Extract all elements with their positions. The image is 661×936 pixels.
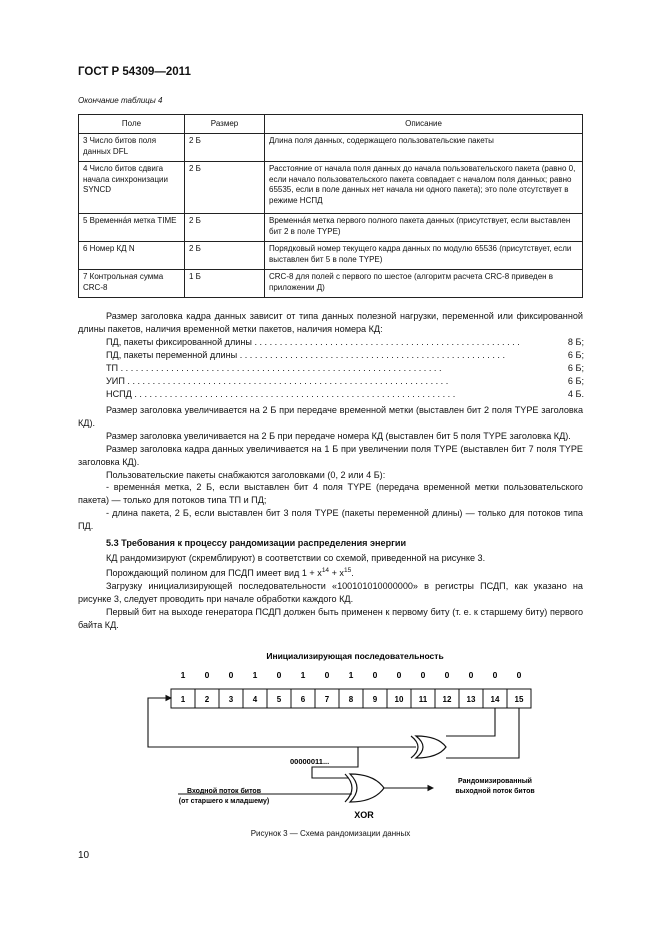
register-cell: 4 — [252, 695, 258, 704]
list-item-value: 6 Б; — [567, 363, 584, 373]
list-item-value: 6 Б; — [567, 376, 584, 386]
paragraph: - временна́я метка, 2 Б, если выставлен бит 4 поля TYPE (передача временной метки пользовательского пакета) — только для потоков типа ТП и ПД; — [78, 482, 583, 506]
init-bits-row — [181, 670, 522, 680]
paragraph: Загрузку инициализирующей последовательности «100101010000000» в регистры ПСДП, как указано на рисунке 3, следует проводить при начале обработки каждого КД. — [78, 580, 583, 604]
register-cell: 13 — [466, 695, 476, 704]
init-bit: 0 — [204, 670, 210, 680]
column-header: Описание — [265, 115, 583, 134]
register-cell: 1 — [180, 695, 186, 704]
init-bit: 1 — [252, 670, 258, 680]
table-row — [79, 134, 583, 162]
document-standard-header: ГОСТ Р 54309—2011 — [78, 66, 191, 78]
register-cell: 12 — [442, 695, 452, 704]
table-cell: 3 Число битов поля данных DFL — [79, 134, 185, 162]
table-header-row — [79, 115, 583, 134]
init-bit: 0 — [420, 670, 426, 680]
init-bit: 0 — [324, 670, 330, 680]
sequence-label: 00000011... — [290, 757, 330, 766]
paragraph: Размер заголовка кадра данных увеличивается на 1 Б при увеличении поля TYPE (выставлен бит 7 поля TYPE заголовка КД). — [78, 443, 583, 467]
table-cell: 6 Номер КД N — [79, 242, 185, 270]
register-cell: 7 — [324, 695, 330, 704]
init-bit: 0 — [276, 670, 282, 680]
paragraph: Первый бит на выходе генератора ПСДП должен быть применен к первому биту (т. е. к старшему биту) первого байта КД. — [78, 606, 583, 630]
page-number: 10 — [78, 850, 90, 861]
list-item-value: 4 Б. — [567, 389, 584, 399]
register-cell: 6 — [300, 695, 306, 704]
register-cell: 14 — [490, 695, 500, 704]
table-cell: 2 Б — [185, 162, 265, 214]
init-bit: 1 — [348, 670, 354, 680]
table-cell: 4 Число битов сдвига начала синхронизации SYNCD — [79, 162, 185, 214]
init-bit: 0 — [444, 670, 450, 680]
register-cell: 10 — [394, 695, 404, 704]
xor-gate-output — [345, 774, 384, 802]
list-item: ПД, пакеты переменной длины . . . . . . . . . . . . . . . . . . . . . . . . . . . . . . . . . . . . . . . . . . . . . . . . . . . . . 6 Б; — [106, 350, 584, 360]
table-cell: Порядковый номер текущего кадра данных по модулю 65536 (присутствует, если выставлен бит 5 в поле TYPE) — [265, 242, 583, 270]
table-cell: Расстояние от начала поля данных до начала пользовательского пакета (равно 0, если начало пользовательского пакета совпадает с началом поля данных; равно 65535, если в поле данных нет начала ни одного пакета); это поле отсутствует в режиме НСПД — [265, 162, 583, 214]
table-cell: CRC-8 для полей с первого по шестое (алгоритм расчета CRC-8 приведен в приложении Д) — [265, 270, 583, 298]
table-cell: 2 Б — [185, 242, 265, 270]
input-stream-label: Входной поток битов — [187, 788, 261, 795]
output-stream-sublabel: выходной поток битов — [455, 788, 535, 795]
list-item: ТП . . . . . . . . . . . . . . . . . . . . . . . . . . . . . . . . . . . . . . . . . . . . . . . . . . . . . . . . . . . . . . . . 6 Б; — [106, 363, 584, 373]
register-cell: 2 — [204, 695, 210, 704]
randomization-diagram — [140, 652, 560, 824]
figure-title: Инициализирующая последовательность — [266, 652, 444, 661]
output-stream-label: Рандомизированный — [458, 778, 532, 785]
list-item-label: ПД, пакеты переменной длины — [106, 350, 238, 360]
table-caption: Окончание таблицы 4 — [78, 96, 163, 105]
fields-table — [78, 114, 583, 298]
register-cell: 5 — [276, 695, 282, 704]
register-cells — [181, 695, 524, 704]
init-bit: 1 — [180, 670, 186, 680]
list-item-value: 6 Б; — [567, 350, 584, 360]
table-row — [79, 242, 583, 270]
list-item: УИП . . . . . . . . . . . . . . . . . . . . . . . . . . . . . . . . . . . . . . . . . . . . . . . . . . . . . . . . . . . . . . . . 6 Б; — [106, 376, 584, 386]
table-cell: 2 Б — [185, 214, 265, 242]
list-item-value: 8 Б; — [567, 337, 584, 347]
list-item-label: ПД, пакеты фиксированной длины — [106, 337, 252, 347]
init-bit: 0 — [372, 670, 378, 680]
paragraph-header-size: Размер заголовка кадра данных зависит от типа данных полезной нагрузки, переменной или фиксированной длины пакетов, наличия временной метки пакетов, наличия номера КД: — [78, 311, 583, 334]
paragraph: Пользовательские пакеты снабжаются заголовками (0, 2 или 4 Б): — [106, 469, 386, 480]
table-cell: Длина поля данных, содержащего пользовательские пакеты — [265, 134, 583, 162]
column-header: Размер — [185, 115, 265, 134]
init-bit: 0 — [468, 670, 474, 680]
init-bit: 0 — [516, 670, 522, 680]
section-heading: 5.3 Требования к процессу рандомизации распределения энергии — [106, 538, 407, 549]
input-stream-sublabel: (от старшего к младшему) — [178, 798, 270, 805]
figure-caption: Рисунок 3 — Схема рандомизации данных — [250, 829, 411, 838]
init-bit: 1 — [300, 670, 306, 680]
table-cell: 1 Б — [185, 270, 265, 298]
body-text-block — [78, 404, 583, 631]
init-bit: 0 — [396, 670, 402, 680]
table-cell: Временна́я метка первого полного пакета данных (присутствует, если выставлен бит 2 в поле TYPE) — [265, 214, 583, 242]
table-row — [79, 162, 583, 214]
table-cell: 5 Временна́я метка TIME — [79, 214, 185, 242]
xor-gate-feedback — [411, 736, 446, 758]
polynomial-paragraph: Порождающий полином для ПСДП имеет вид $1 + x^{14} + x^{15}$. — [106, 566, 354, 578]
register-cell: 3 — [228, 695, 234, 704]
init-bit: 0 — [492, 670, 498, 680]
list-item-label: НСПД — [106, 389, 132, 399]
table-row — [79, 214, 583, 242]
column-header: Поле — [79, 115, 185, 134]
paragraph: Размер заголовка увеличивается на 2 Б при передаче номера КД (выставлен бит 5 поля TYPE заголовка КД). — [106, 430, 571, 441]
init-bit: 0 — [228, 670, 234, 680]
xor-label: XOR — [354, 810, 374, 820]
paragraph: Размер заголовка увеличивается на 2 Б при передаче временной метки (выставлен бит 2 поля TYPE заголовка КД). — [78, 405, 583, 428]
list-item: НСПД . . . . . . . . . . . . . . . . . . . . . . . . . . . . . . . . . . . . . . . . . . . . . . . . . . . . . . . . . . . . . . . . 4 Б. — [106, 389, 584, 399]
table-cell: 2 Б — [185, 134, 265, 162]
register-cell: 11 — [418, 695, 428, 704]
list-item-label: ТП — [106, 363, 119, 373]
table-cell: 7 Контрольная сумма CRC-8 — [79, 270, 185, 298]
list-item: ПД, пакеты фиксированной длины . . . . . . . . . . . . . . . . . . . . . . . . . . . . . . . . . . . . . . . . . . . . . . . . . . . . . 8 Б; — [106, 337, 584, 347]
paragraph: КД рандомизируют (скремблируют) в соответствии со схемой, приведенной на рисунке 3. — [106, 552, 486, 563]
register-cell: 15 — [514, 695, 524, 704]
table-row — [79, 270, 583, 298]
register-cell: 9 — [372, 695, 378, 704]
paragraph: - длина пакета, 2 Б, если выставлен бит 3 поля TYPE (пакеты переменной длины) — только для потоков типа ПД. — [78, 508, 583, 532]
list-item-label: УИП — [106, 376, 125, 386]
register-cell: 8 — [348, 695, 354, 704]
